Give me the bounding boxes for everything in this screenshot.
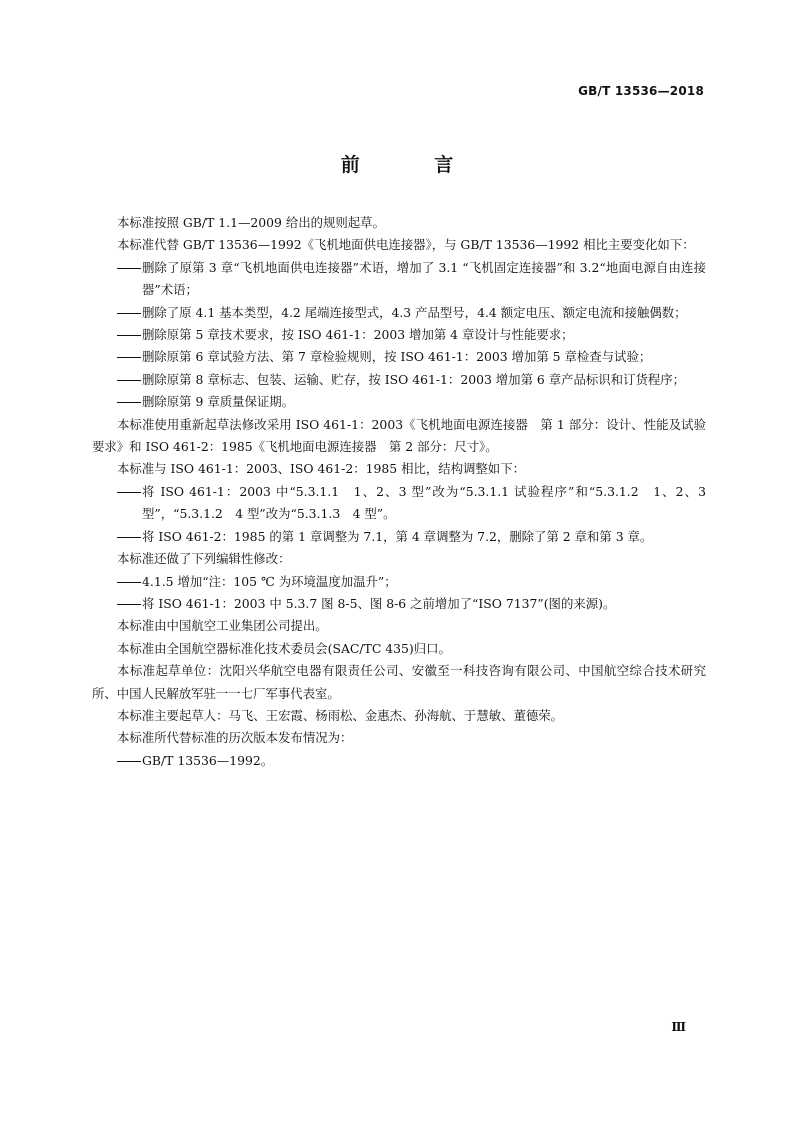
list-item-text: 删除原第 5 章技术要求，按 ISO 461-1：2003 增加第 4 章设计与性能要求； xyxy=(142,327,574,343)
list-item xyxy=(92,481,706,526)
list-item-text: GB/T 13536—1992。 xyxy=(142,752,274,768)
list-item xyxy=(92,571,706,593)
list-item xyxy=(92,257,706,302)
paragraph: 本标准主要起草人：马飞、王宏霞、杨雨松、金惠杰、孙海航、于慧敏、董德荣。 xyxy=(117,707,564,723)
list-item xyxy=(92,750,706,772)
list-item xyxy=(92,593,706,615)
paragraph: 本标准由中国航空工业集团公司提出。 xyxy=(117,618,328,634)
paragraph: 本标准使用重新起草法修改采用 ISO 461-1：2003《飞机地面电源连接器 第 1 部分：设计、性能及试验要求》和 ISO 461-2：1985《飞机地面电源连接器 第 2 部分：尺寸》。 xyxy=(92,416,706,455)
list-item xyxy=(92,324,706,346)
list-item-text: 将 ISO 461-1：2003 中 5.3.7 图 8-5、图 8-6 之前增加了“ISO 7137”(图的来源)。 xyxy=(142,595,616,611)
list-item xyxy=(92,369,706,391)
list-item xyxy=(92,302,706,324)
paragraph: 本标准所代替标准的历次版本发布情况为： xyxy=(117,730,353,746)
standard-code: GB/T 13536—2018 xyxy=(578,84,704,98)
list-item-text: 将 ISO 461-1：2003 中“5.3.1.1 1、2、3 型”改为“5.3.1.1 试验程序”和“5.3.1.2 1、2、3 型”，“5.3.1.2 4 型”改为“5.3.1.3 4 型”。 xyxy=(142,483,706,522)
list-item-text: 删除了原 4.1 基本类型，4.2 尾端连接型式，4.3 产品型号，4.4 额定电压、额定电流和接触偶数； xyxy=(142,304,687,320)
paragraph: 本标准代替 GB/T 13536—1992《飞机地面供电连接器》，与 GB/T 13536—1992 相比主要变化如下： xyxy=(117,237,695,253)
paragraph: 本标准还做了下列编辑性修改： xyxy=(117,551,291,567)
paragraph: 本标准起草单位：沈阳兴华航空电器有限责任公司、安徽至一科技咨询有限公司、中国航空综合技术研究所、中国人民解放军驻一一七厂军事代表室。 xyxy=(92,663,706,701)
paragraph: 本标准与 ISO 461-1：2003、ISO 461-2：1985 相比，结构调整如下： xyxy=(117,461,525,477)
list-item-text: 4.1.5 增加“注：105 ℃ 为环境温度加温升”； xyxy=(142,573,397,589)
paragraph: 本标准由全国航空器标准化技术委员会(SAC/TC 435)归口。 xyxy=(117,640,451,656)
list-item-text: 删除原第 9 章质量保证期。 xyxy=(142,394,295,410)
document-body xyxy=(92,212,706,772)
list-item xyxy=(92,391,706,413)
page-number: Ⅲ xyxy=(671,1020,686,1034)
list-item xyxy=(92,526,706,548)
list-item-text: 删除原第 6 章试验方法、第 7 章检验规则，按 ISO 461-1：2003 增加第 5 章检查与试验； xyxy=(142,349,652,365)
page-title: 前 言 xyxy=(340,154,488,176)
paragraph: 本标准按照 GB/T 1.1—2009 给出的规则起草。 xyxy=(117,215,385,230)
list-item-text: 将 ISO 461-2：1985 的第 1 章调整为 7.1，第 4 章调整为 7.2，删除了第 2 章和第 3 章。 xyxy=(142,528,653,544)
list-item-text: 删除了原第 3 章“飞机地面供电连接器”术语，增加了 3.1 “飞机固定连接器”和 3.2“地面电源自由连接器”术语； xyxy=(142,259,706,298)
list-item-text: 删除原第 8 章标志、包装、运输、贮存，按 ISO 461-1：2003 增加第 6 章产品标识和订货程序； xyxy=(142,371,686,387)
list-item xyxy=(92,346,706,368)
